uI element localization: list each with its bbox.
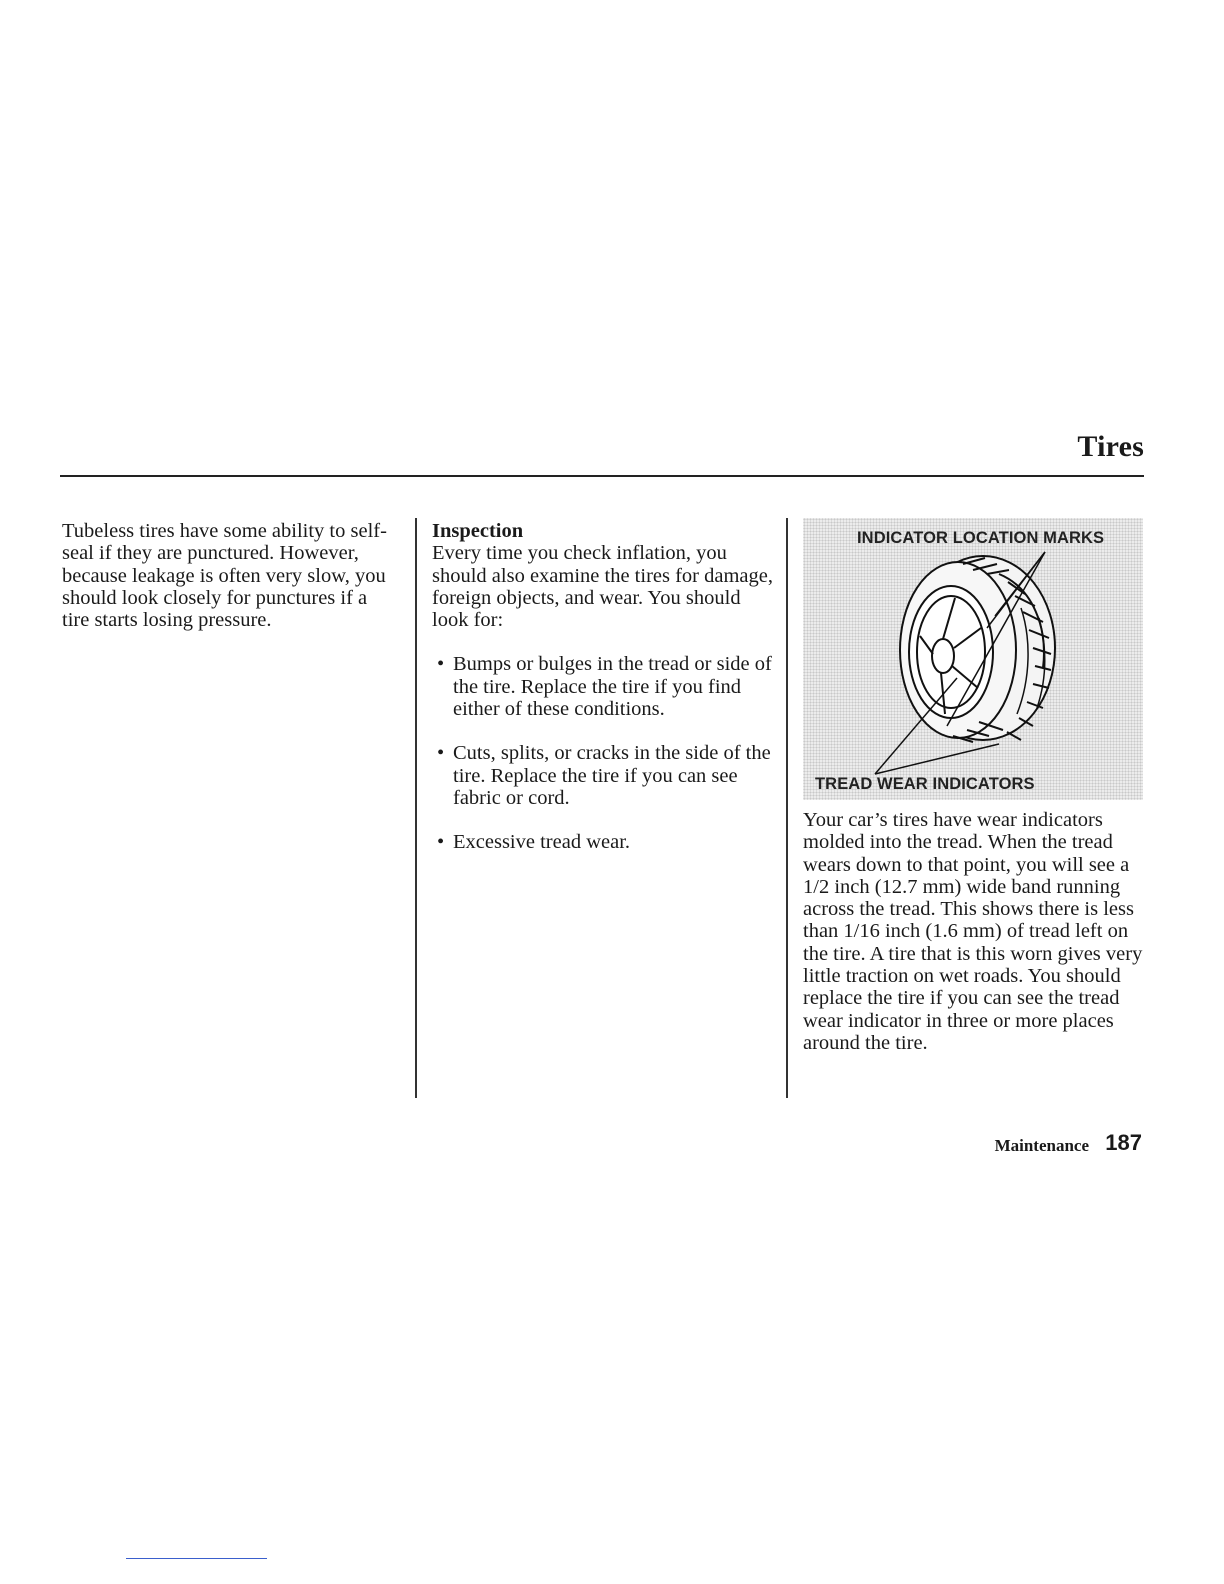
header-rule — [60, 475, 1144, 477]
list-item: • Excessive tread wear. — [432, 831, 777, 853]
column-divider-1 — [415, 518, 417, 1098]
footer-section-name: Maintenance — [994, 1136, 1089, 1155]
wear-indicators-paragraph: Your car’s tires have wear indicators molded into the tread. When the tread wears down to that point, you will see a 1/2 inch (12.7 mm) wide band running across the tread. This shows there is less than 1/16 inch (1.6 mm) of tread left on the tire. A tire that is this worn gives very little traction on wet roads. You should replace the tire if you can see the tread wear indicator in three or more places around the tire. — [803, 809, 1143, 1054]
list-item: • Cuts, splits, or cracks in the side of the tire. Replace the tire if you can see fabric or cord. — [432, 742, 777, 809]
self-seal-paragraph: Tubeless tires have some ability to self-seal if they are punctured. However, because leakage is often very slow, you should look closely for punctures if a tire starts losing pressure. — [62, 520, 387, 632]
column-2 — [432, 520, 777, 854]
bottom-link-underline — [126, 1558, 267, 1559]
tread-wear-indicators-label: TREAD WEAR INDICATORS — [815, 775, 1035, 793]
column-3 — [803, 809, 1148, 1054]
page-number: 187 — [1105, 1130, 1142, 1155]
tire-figure — [803, 518, 1143, 800]
section-title: Tires — [1077, 430, 1144, 463]
column-divider-2 — [786, 518, 788, 1098]
indicator-location-marks-label: INDICATOR LOCATION MARKS — [857, 529, 1105, 547]
inspection-list — [432, 653, 777, 853]
inspection-intro: Every time you check inflation, you should also examine the tires for damage, foreign objects, and wear. You should look for: — [432, 542, 773, 632]
column-1 — [62, 520, 392, 631]
list-item: • Bumps or bulges in the tread or side of the tire. Replace the tire if you find either of these conditions. — [432, 653, 777, 720]
inspection-heading: Inspection — [432, 520, 524, 542]
tire-illustration-icon — [803, 518, 1143, 800]
